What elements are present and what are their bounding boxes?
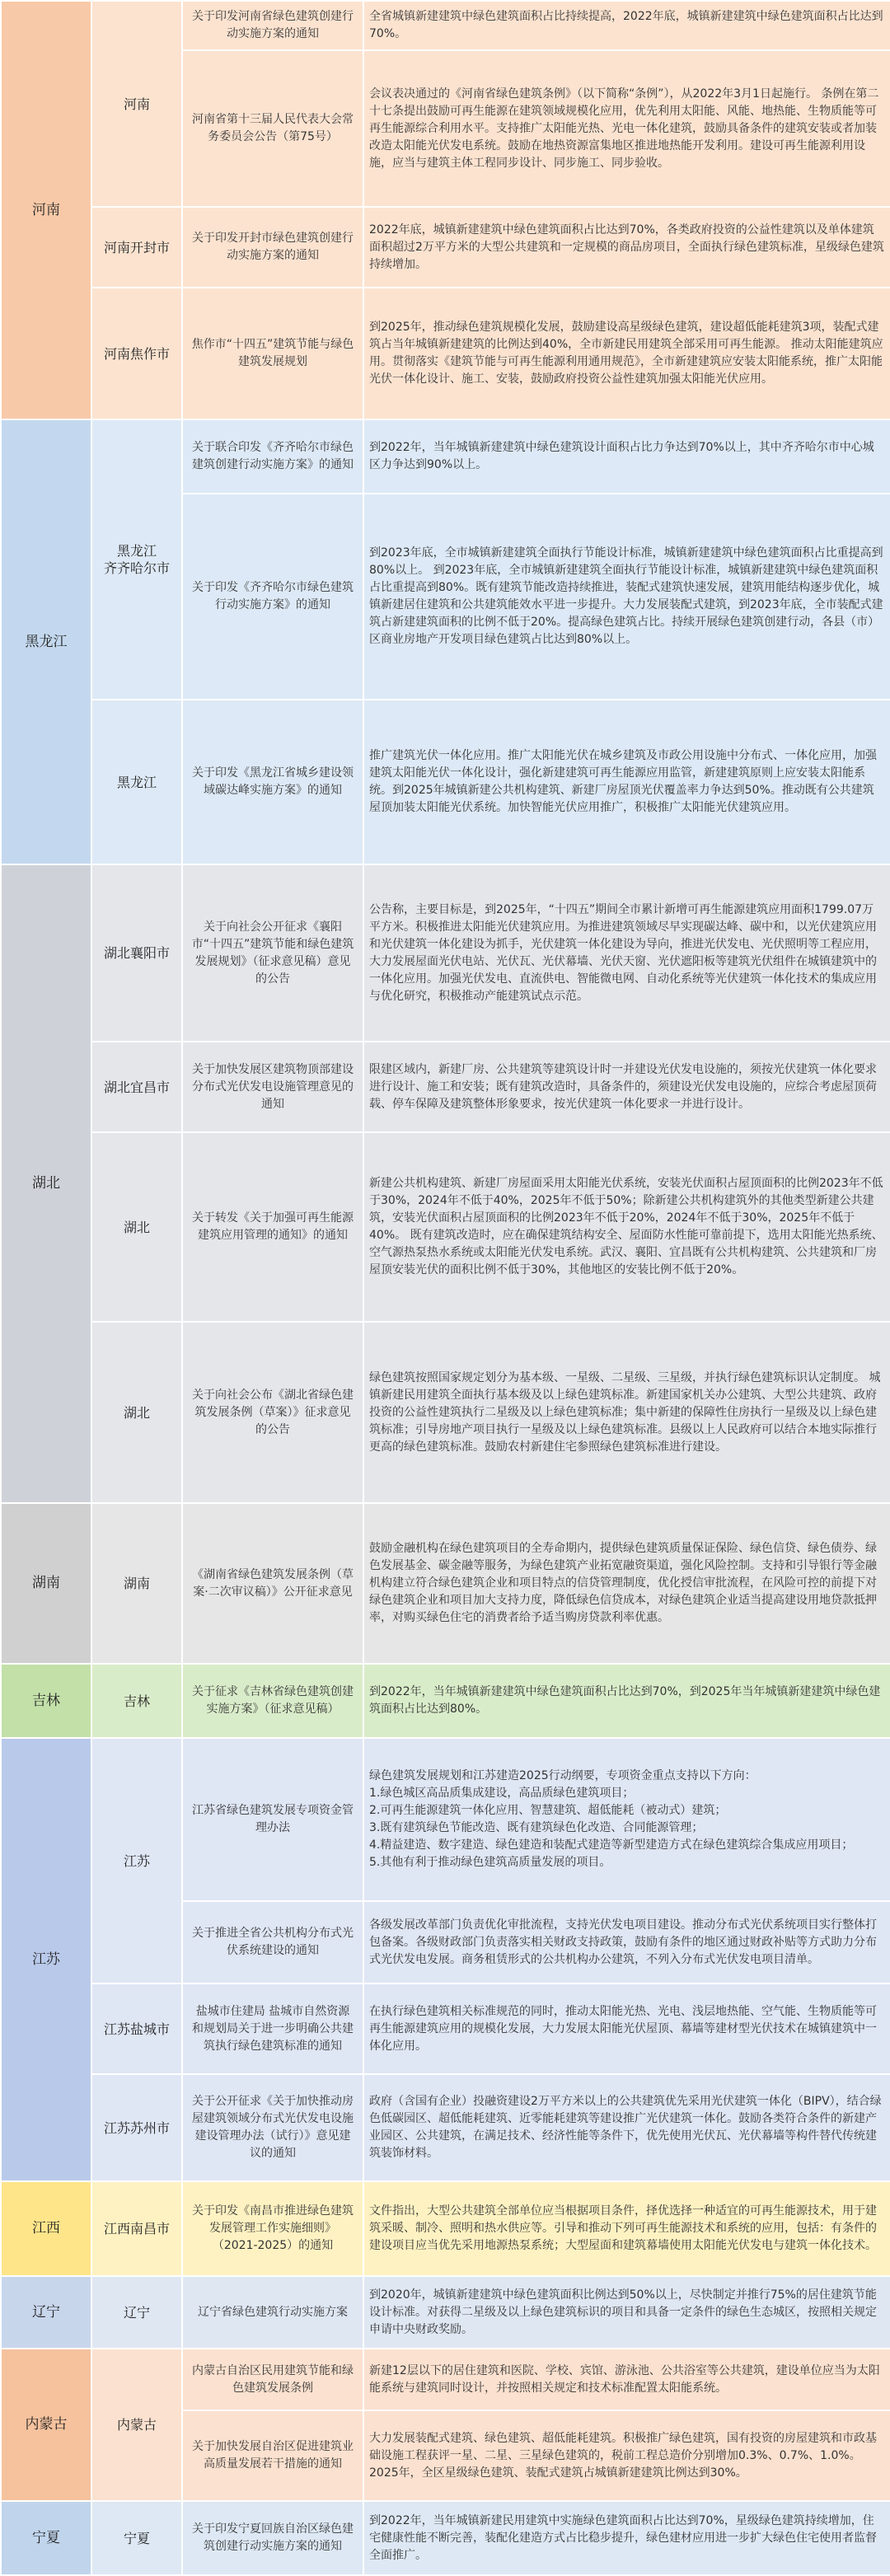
group-neimenggu: [1, 2349, 890, 2501]
city-cell: 湖北宜昌市: [91, 1042, 182, 1132]
policy-content: 推广建筑光伏一体化应用。推广太阳能光伏在城乡建筑及市政公用设施中分布式、一体化应用，加强建筑太阳能光伏一体化设计，强化新建建筑可再生能源应用监管，新建建筑原则上应安装太阳能系统。到2025年城镇新建公共机构建筑、新建厂房屋顶光伏覆盖率力争达到50%。推动既有公共建筑屋顶加装太阳能光伏系统。加快智能光伏应用推广，积极推广太阳能光伏建筑应用。: [363, 700, 890, 864]
group-hubei: [1, 864, 890, 1503]
policy-content: 公告称，主要目标是，到2025年，“十四五”期间全市累计新增可再生能源建筑应用面积1799.07万平方米。积极推进太阳能光伏建筑应用。为推进建筑领域尽早实现碳达峰、碳中和，以光伏建筑应用和光伏建筑一体化建设为抓手，光伏建筑一体化建设为导向，推进光伏发电、光伏照明等工程应用，大力发展屋面光伏电站、光伏瓦、光伏幕墙、光伏天窗、光伏遮阳板等建筑光伏组件在城镇建筑中的一体化应用。加强光伏发电、直流供电、智能微电网、自动化系统等光伏建筑一体化技术的集成应用与优化研究，积极推动产能建筑试点示范。: [363, 864, 890, 1042]
province-cell: 江苏: [1, 1738, 91, 2181]
policy-title: 关于向社会公开征求《襄阳市“十四五”建筑节能和绿色建筑发展规划》（征求意见稿）意见的公告: [182, 864, 363, 1042]
group-jiangxi: [1, 2181, 890, 2276]
province-cell: 河南: [1, 1, 91, 419]
policy-content: 各级发展改革部门负责优化审批流程，支持光伏发电项目建设。推动分布式光伏系统项目实行整体打包备案。各级财政部门负责落实相关财政支持政策，鼓励有条件的地区通过财政补贴等方式助力分布式光伏发电发展。商务租赁形式的公共机构办公建筑，不列入分布式光伏发电项目清单。: [363, 1901, 890, 1984]
policy-title: 关于印发宁夏回族自治区绿色建筑创建行动实施方案的通知: [182, 2501, 363, 2575]
city-cell: 湖北襄阳市: [91, 864, 182, 1042]
policy-title: 关于公开征求《关于加快推动房屋建筑领域分布式光伏发电设施建设管理办法（试行）》意见建议的通知: [182, 2074, 363, 2181]
policy-title: 辽宁省绿色建筑行动实施方案: [182, 2276, 363, 2349]
province-cell: 湖北: [1, 864, 91, 1503]
city-cell: 江苏苏州市: [91, 2074, 182, 2181]
group-liaoning: [1, 2276, 890, 2349]
group-hunan: [1, 1503, 890, 1664]
policy-title: 《湖南省绿色建筑发展条例（草案·二次审议稿）》公开征求意见: [182, 1503, 363, 1664]
policy-content: 新建公共机构建筑、新建厂房屋面采用太阳能光伏系统，安装光伏面积占屋顶面积的比例2023年不低于30%，2024年不低于40%，2025年不低于50%；除新建公共机构建筑外的其他类型新建公共建筑，安装光伏面积占屋顶面积的比例2023年不低于20%，2024年不低于30%，2025年不低于40%。 既有建筑改造时，应在确保建筑结构安全、屋面防水性能可靠前提下，选用太阳能光热系统、空气源热泵热水系统或太阳能光伏发电系统。武汉、襄阳、宜昌既有公共机构建筑、公共建筑和厂房屋顶安装光伏的面积比例不低于30%，其他地区的安装比例不低于20%。: [363, 1132, 890, 1322]
policy-content: 到2022年，当年城镇新建民用建筑中实施绿色建筑面积占比达到70%，星级绿色建筑持续增加，住宅健康性能不断完善，装配化建造方式占比稳步提升，绿色建材应用进一步扩大绿色住宅使用者监督全面推广。: [363, 2501, 890, 2575]
city-cell: 吉林: [91, 1664, 182, 1738]
policy-content: 全省城镇新建建筑中绿色建筑面积占比持续提高，2022年底，城镇新建建筑中绿色建筑面积占比达到70%。: [363, 1, 890, 50]
policy-content: 到2022年，当年城镇新建建筑中绿色建筑面积占比达到70%，到2025年当年城镇新建建筑中绿色建筑面积占比达到80%。: [363, 1664, 890, 1738]
city-cell: 河南开封市: [91, 207, 182, 288]
province-cell: 内蒙古: [1, 2349, 91, 2501]
city-cell: 内蒙古: [91, 2349, 182, 2501]
group-ningxia: [1, 2501, 890, 2575]
policy-title: 关于向社会公布《湖北省绿色建筑发展条例（草案）》征求意见的公告: [182, 1322, 363, 1503]
policy-title: 内蒙古自治区民用建筑节能和绿色建筑发展条例: [182, 2349, 363, 2410]
city-cell: 河南焦作市: [91, 288, 182, 419]
province-cell: 黑龙江: [1, 419, 91, 864]
policy-title: 江苏省绿色建筑发展专项资金管理办法: [182, 1738, 363, 1901]
city-cell: 黑龙江: [91, 700, 182, 864]
policy-content: 鼓励金融机构在绿色建筑项目的全寿命期内，提供绿色建筑质量保证保险、绿色信贷、绿色债券、绿色发展基金、碳金融等服务，为绿色建筑产业拓宽融资渠道，强化风险控制。支持和引导银行等金融机构建立符合绿色建筑企业和项目特点的信贷管理制度，优化授信审批流程，在风险可控的前提下对绿色建筑企业和项目加大支持力度，降低绿色信贷成本，对绿色建筑企业适当提高建设用地贷款抵押率，对购买绿色住宅的消费者给予适当购房贷款利率优惠。: [363, 1503, 890, 1664]
policy-title: 关于推进全省公共机构分布式光伏系统建设的通知: [182, 1901, 363, 1984]
group-jilin: [1, 1664, 890, 1738]
province-cell: 吉林: [1, 1664, 91, 1738]
province-cell: 宁夏: [1, 2501, 91, 2575]
city-cell: 江西南昌市: [91, 2181, 182, 2276]
policy-title: 关于印发开封市绿色建筑创建行动实施方案的通知: [182, 207, 363, 288]
city-cell: 江苏盐城市: [91, 1984, 182, 2074]
group-henan: [1, 1, 890, 419]
province-cell: 江西: [1, 2181, 91, 2276]
policy-content: 在执行绿色建筑相关标准规范的同时，推动太阳能光热、光电、浅层地热能、空气能、生物质能等可再生能源建筑应用的规模化发展，大力发展太阳能光伏屋顶、幕墙等建材型光伏技术在城镇建筑中一体化应用。: [363, 1984, 890, 2074]
city-cell: 辽宁: [91, 2276, 182, 2349]
policy-content: 到2022年，当年城镇新建建筑中绿色建筑设计面积占比力争达到70%以上，其中齐齐哈尔市中心城区力争达到90%以上。: [363, 419, 890, 494]
policy-title: 关于加快发展区建筑物顶部建设分布式光伏发电设施管理意见的通知: [182, 1042, 363, 1132]
city-cell: 黑龙江 齐齐哈尔市: [91, 419, 182, 700]
policy-title: 关于印发《南昌市推进绿色建筑发展管理工作实施细则》（2021-2025）的通知: [182, 2181, 363, 2276]
policy-content: 文件指出，大型公共建筑全部单位应当根据项目条件，择优选择一种适宜的可再生能源技术，用于建筑采暖、制冷、照明和热水供应等。引导和推动下列可再生能源技术和系统的应用，包括：有条件的建设项目应当优先采用地源热泵系统；大型屋面和建筑幕墙使用太阳能光伏发电与建筑一体化技术。: [363, 2181, 890, 2276]
policy-content: 2022年底，城镇新建建筑中绿色建筑面积占比达到70%，各类政府投资的公益性建筑以及单体建筑面积超过2万平方米的大型公共建筑和一定规模的商品房项目，全面执行绿色建筑标准，星级绿色建筑持续增加。: [363, 207, 890, 288]
policy-title: 关于联合印发《齐齐哈尔市绿色建筑创建行动实施方案》的通知: [182, 419, 363, 494]
policy-content: 到2020年，城镇新建建筑中绿色建筑面积比例达到50%以上，尽快制定并推行75%的居住建筑节能设计标准。对获得二星级及以上绿色建筑标识的项目和具备一定条件的绿色生态城区，按照相关规定申请中央财政奖励。: [363, 2276, 890, 2349]
policy-title: 关于印发《齐齐哈尔市绿色建筑行动实施方案》的通知: [182, 494, 363, 700]
policy-title: 关于印发《黑龙江省城乡建设领域碳达峰实施方案》的通知: [182, 700, 363, 864]
city-cell: 江苏: [91, 1738, 182, 1984]
province-cell: 湖南: [1, 1503, 91, 1664]
policy-title: 关于印发河南省绿色建筑创建行动实施方案的通知: [182, 1, 363, 50]
policy-title: 关于转发《关于加强可再生能源建筑应用管理的通知》的通知: [182, 1132, 363, 1322]
policy-content: 新建12层以下的居住建筑和医院、学校、宾馆、游泳池、公共浴室等公共建筑，建设单位应当为太阳能系统与建筑同时设计，并按照相关规定和技术标准配置太阳能系统。: [363, 2349, 890, 2410]
policy-title: 关于征求《吉林省绿色建筑创建实施方案》（征求意见稿）: [182, 1664, 363, 1738]
policy-content: 到2023年底，全市城镇新建建筑全面执行节能设计标准，城镇新建建筑中绿色建筑面积占比重提高到80%以上。 到2023年底，全市城镇新建建筑全面执行节能设计标准，城镇新建建筑中绿色建筑面积占比重提高到80%。既有建筑节能改造持续推进，装配式建筑快速发展，建筑用能结构逐步优化，城镇新建居住建筑和公共建筑能效水平进一步提升。大力发展装配式建筑，到2023年底，全市装配式建筑占新建建筑面积的比例不低于20%。提高绿色建筑占比。持续开展绿色建筑创建行动，各县（市）区商业房地产开发项目绿色建筑占比达到80%以上。: [363, 494, 890, 700]
policy-title: 河南省第十三届人民代表大会常务委员会公告（第75号）: [182, 50, 363, 207]
city-cell: 河南: [91, 1, 182, 207]
policy-content: 会议表决通过的《河南省绿色建筑条例》（以下简称“条例”），从2022年3月1日起施行。 条例在第二十七条提出鼓励可再生能源在建筑领域规模化应用，优先利用太阳能、风能、地热能、生物质能等可再生能源综合利用水平。支持推广太阳能光热、光电一体化建筑，鼓励具备条件的建筑安装或者加装改造太阳能光伏发电系统。鼓励在地热资源富集地区推进地热能开发利用。建设可再生能源利用设施，应当与建筑主体工程同步设计、同步施工、同步验收。: [363, 50, 890, 207]
city-cell: 湖北: [91, 1322, 182, 1503]
policy-title: 关于加快发展自治区促进建筑业高质量发展若干措施的通知: [182, 2410, 363, 2501]
policy-content: 绿色建筑按照国家规定划分为基本级、一星级、二星级、三星级，并执行绿色建筑标识认定制度。 城镇新建民用建筑全面执行基本级及以上绿色建筑标准。新建国家机关办公建筑、大型公共建筑、政府投资的公益性建筑执行二星级及以上绿色建筑标准；集中新建的保障性住房执行一星级及以上绿色建筑标准；引导房地产项目执行一星级及以上绿色建筑标准。县级以上人民政府可以结合本地实际推行更高的绿色建筑标准。鼓励农村新建住宅参照绿色建筑标准进行建设。: [363, 1322, 890, 1503]
group-heilongjiang: [1, 419, 890, 864]
group-jiangsu: [1, 1738, 890, 2181]
policy-content: 限建区域内，新建厂房、公共建筑等建筑设计时一并建设光伏发电设施的，须按光伏建筑一体化要求进行设计、施工和安装；既有建筑改造时，具备条件的，须建设光伏发电设施的，应综合考虑屋顶荷载、停车保障及建筑整体形象要求，按光伏建筑一体化要求一并进行设计。: [363, 1042, 890, 1132]
policy-title: 焦作市“十四五”建筑节能与绿色建筑发展规划: [182, 288, 363, 419]
policy-content: 到2025年，推动绿色建筑规模化发展，鼓励建设高星级绿色建筑，建设超低能耗建筑3项，装配式建筑占当年城镇新建建筑的比例达到40%，全市新建民用建筑全部采用可再生能源。 推动太阳能建筑应用。贯彻落实《建筑节能与可再生能源利用通用规范》，全市新建建筑应安装太阳能系统，推广太阳能光伏一体化设计、施工、安装，鼓励政府投资公益性建筑加强太阳能光伏应用。: [363, 288, 890, 419]
policy-content: 大力发展装配式建筑、绿色建筑、超低能耗建筑。积极推广绿色建筑，国有投资的房屋建筑和市政基础设施工程获评一星、二星、三星绿色建筑的，税前工程总造价分别增加0.3%、0.7%、1.0%。2025年，全区星级绿色建筑、装配式建筑占城镇新建建筑比例达到30%。: [363, 2410, 890, 2501]
policy-title: 盐城市住建局 盐城市自然资源和规划局关于进一步明确公共建筑执行绿色建筑标准的通知: [182, 1984, 363, 2074]
city-cell: 湖北: [91, 1132, 182, 1322]
city-cell: 宁夏: [91, 2501, 182, 2575]
city-cell: 湖南: [91, 1503, 182, 1664]
policy-content: 政府（含国有企业）投融资建设2万平方米以上的公共建筑优先采用光伏建筑一体化（BIPV），结合绿色低碳园区、超低能耗建筑、近零能耗建筑等建设推广光伏建筑一体化。鼓励各类符合条件的新建产业园区、公共建筑，在满足技术、经济性能等条件下，优先使用光伏瓦、光伏幕墙等构件替代传统建筑装饰材料。: [363, 2074, 890, 2181]
province-cell: 辽宁: [1, 2276, 91, 2349]
policy-content: 绿色建筑发展规划和江苏建造2025行动纲要，专项资金重点支持以下方向： 1.绿色城区高品质集成建设，高品质绿色建筑项目； 2.可再生能源建筑一体化应用、智慧建筑、超低能耗（被动式）建筑； 3.既有建筑绿色节能改造、既有建筑绿色化改造、合同能源管理； 4.精益建造、数字建造、绿色建造和装配式建造等新型建造方式在绿色建筑综合集成应用项目； 5.其他有利于推动绿色建筑高质量发展的项目。: [363, 1738, 890, 1901]
